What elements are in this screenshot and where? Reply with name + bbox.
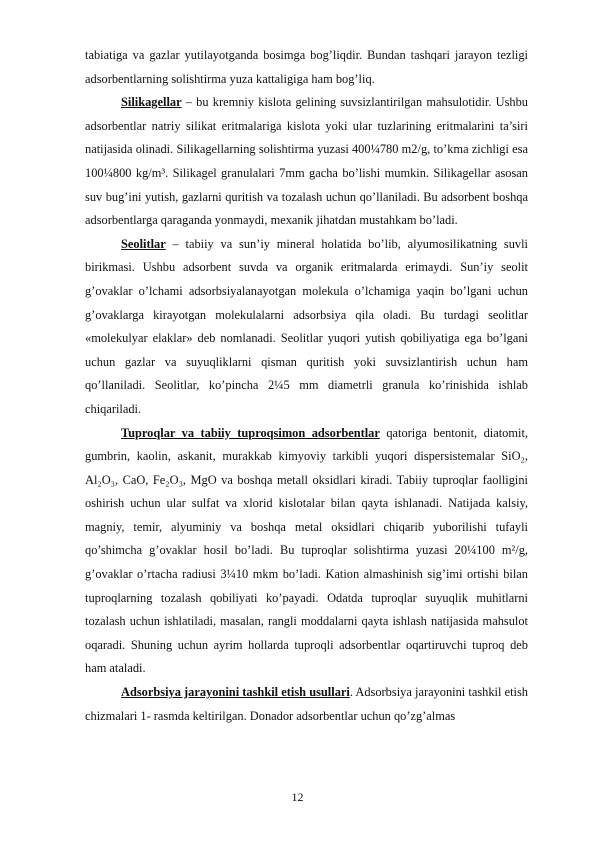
paragraph-adsorbsiya-usullari — [85, 681, 528, 728]
paragraph-text: tabiatiga va gazlar yutilayotganda bosimga bog’liqdir. Bundan tashqari jarayon tezligi adsorbentlarning solishtirma yuza kattaligiga ham bog’liq. — [85, 48, 528, 86]
paragraph-text: . Adsorbsiya jarayonini tashkil etish chizmalari 1- rasmda keltirilgan. Donador adsorbentlar uchun qo’zg’almas — [85, 685, 528, 723]
paragraph-intro — [85, 44, 528, 91]
term-tuproqlar: Tuproqlar va tabiiy tuproqsimon adsorbentlar — [121, 425, 380, 440]
paragraph-silikagellar — [85, 91, 528, 233]
term-silikagellar: Silikagellar — [121, 95, 182, 110]
paragraph-seolitlar — [85, 233, 528, 422]
paragraph-tuproqlar — [85, 422, 528, 682]
term-adsorbsiya-usullari: Adsorbsiya jarayonini tashkil etish usullari — [121, 685, 350, 700]
paragraph-text: qatoriga bentonit, diatomit, gumbrin, kaolin, askanit, murakkab kimyoviy tarkibli yuqori dispersistemalar SiO₂, Al₂O₃, CaO, Fe₂O₃, MgO va boshqa metall oksidlari kiradi. Tabiiy tuproqlar faolligini oshirish uchun ular sulfat va xlorid kislotalar bilan qayta ishlanadi. Natijada kalsiy, magniy, temir, alyuminiy va boshqa metal oksidlari chiqarib yuborilishi tufayli qo’shimcha g’ovaklar hosil bo’ladi. Bu tuproqlar solishtirma yuzasi 20¼100 m²/g, g’ovaklar o’rtacha radiusi 3¼10 mkm bo’ladi. Kation almashinish sig’imi ortishi bilan tuproqlarning tozalash qobiliyati ko’payadi. Odatda tuproqlar suyuqlik muhitlarni tozalash uchun ishlatiladi, masalan, rangli moddalarni qayta ishlash natijasida mahsulot oqaradi. Shuning uchun ayrim hollarda tuproqli adsorbentlar oqartiruvchi tuproq deb ham ataladi. — [85, 425, 528, 676]
page-number: 12 — [291, 790, 304, 804]
paragraph-text: – bu kremniy kislota gelining suvsizlantirilgan mahsulotidir. Ushbu adsorbentlar natriy silikat eritmalariga kislota yoki ular tuzlarining eritmalarini ta’siri natijasida olinadi. Silikagellarning solishtirma yuzasi 400¼780 m2/g, to’kma zichligi esa 100¼800 kg/m³. Silikagel granulalari 7mm gacha bo’lishi mumkin. Silikagellar asosan suv bug’ini yutish, gazlarni quritish va tozalash uchun qo’llaniladi. Bu adsorbent boshqa adsorbentlarga qaraganda yonmaydi, mexanik jihatdan mustahkam bo’ladi. — [85, 95, 528, 228]
paragraph-text: – tabiiy va sun’iy mineral holatida bo’lib, alyumosilikatning suvli birikmasi. Ushbu adsorbent suvda va organik eritmalarda erimaydi. Sun’iy seolit g’ovaklar o’lchami adsorbsiyalanayotgan molekula o’lchamiga yaqin bo’lgani uchun g’ovaklarga kirayotgan molekulalarni adsorbsiya qila oladi. Bu turdagi seolitlar «molekulyar elaklar» deb nomlanadi. Seolitlar yuqori yutish qobiliyatiga ega bo’lgani uchun gazlar va suyuqliklarni qisman quritish yoki suvsizlantirish uchun ham qo’llaniladi. Seolitlar, ko’pincha 2¼5 mm diametrli granula ko’rinishida ishlab chiqariladi. — [85, 236, 528, 416]
document-page — [85, 44, 528, 728]
term-seolitlar: Seolitlar — [121, 236, 166, 251]
